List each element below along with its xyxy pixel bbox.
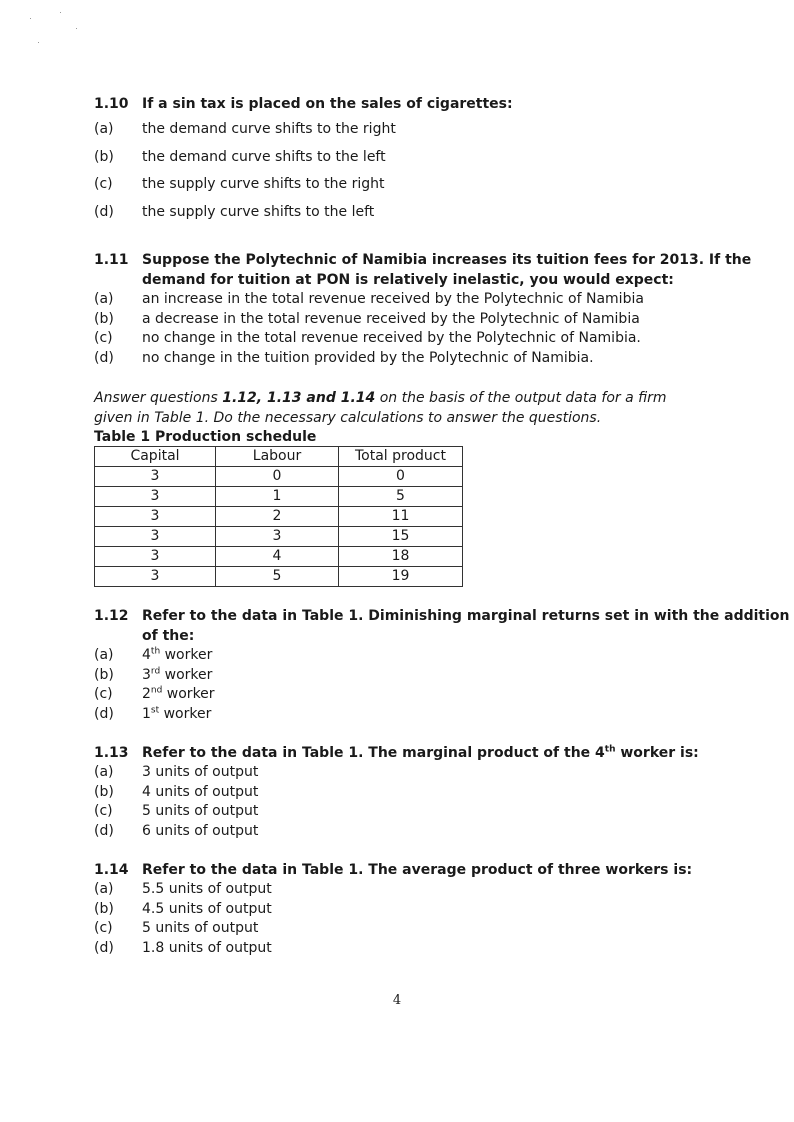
option-label: (d) xyxy=(94,822,114,839)
option-text: the supply curve shifts to the right xyxy=(142,176,385,192)
question-1-10 xyxy=(94,92,704,226)
option-label: (a) xyxy=(94,121,114,137)
option-a xyxy=(94,880,704,900)
option-label: (a) xyxy=(94,881,114,897)
option-text: 4 units of output xyxy=(142,783,259,800)
scan-speck xyxy=(38,42,39,43)
option-label: (d) xyxy=(94,939,114,956)
option-d xyxy=(94,349,704,369)
question-1-11 xyxy=(94,250,752,368)
option-label: (d) xyxy=(94,349,114,366)
option-text: 1.8 units of output xyxy=(142,939,272,956)
option-c xyxy=(94,919,704,939)
option-a xyxy=(94,290,704,310)
table-cell: 11 xyxy=(339,507,463,527)
option-text: the demand curve shifts to the left xyxy=(142,148,386,165)
option-label: (c) xyxy=(94,686,113,702)
option-c xyxy=(94,802,704,822)
question-number: 1.14 xyxy=(94,862,129,878)
question-stem-line: of the: xyxy=(142,628,195,644)
option-label: (a) xyxy=(94,647,114,663)
table-cell: 4 xyxy=(216,547,339,567)
option-b xyxy=(94,666,704,686)
question-1-12 xyxy=(94,606,790,724)
table-cell: 3 xyxy=(95,567,216,587)
option-text: no change in the tuition provided by the Polytechnic of Namibia. xyxy=(142,349,594,366)
table-cell: 3 xyxy=(95,507,216,527)
option-b xyxy=(94,900,704,920)
option-label: (d) xyxy=(94,705,114,722)
option-b xyxy=(94,310,704,330)
option-c xyxy=(94,329,704,349)
scan-speck xyxy=(60,12,61,13)
option-label: (b) xyxy=(94,310,114,327)
option-label: (a) xyxy=(94,291,114,307)
table-cell: 3 xyxy=(95,527,216,547)
option-text: no change in the total revenue received by the Polytechnic of Namibia. xyxy=(142,330,641,346)
table-cell: 0 xyxy=(216,467,339,487)
question-1-13 xyxy=(94,743,704,841)
option-label: (b) xyxy=(94,666,114,683)
option-d xyxy=(94,822,704,842)
option-label: (b) xyxy=(94,900,114,917)
option-text: 5 units of output xyxy=(142,803,259,819)
table-header-row xyxy=(95,447,463,467)
table-cell: 15 xyxy=(339,527,463,547)
page-number: 4 xyxy=(392,993,402,1008)
table-row xyxy=(95,507,463,527)
option-text: 5 units of output xyxy=(142,920,259,936)
instructions-bold: 1.12, 1.13 and 1.14 xyxy=(222,390,376,406)
table-cell: 18 xyxy=(339,547,463,567)
option-text: an increase in the total revenue received by the Polytechnic of Namibia xyxy=(142,291,644,307)
option-text: a decrease in the total revenue received by the Polytechnic of Namibia xyxy=(142,310,640,327)
option-d xyxy=(94,705,704,725)
option-label: (d) xyxy=(94,203,114,220)
production-table xyxy=(94,446,463,587)
table-row xyxy=(95,467,463,487)
question-stem: If a sin tax is placed on the sales of cigarettes: xyxy=(142,96,513,112)
scan-speck xyxy=(30,18,31,19)
instructions-text: on the basis of the output data for a firm given in Table 1. Do the necessary calculations to answer the questions. xyxy=(94,390,667,426)
option-b xyxy=(94,144,704,172)
option-label: (c) xyxy=(94,176,113,192)
option-a xyxy=(94,763,704,783)
table-cell: 19 xyxy=(339,567,463,587)
table-cell: 3 xyxy=(95,487,216,507)
table-cell: 0 xyxy=(339,467,463,487)
table-cell: 5 xyxy=(216,567,339,587)
option-text: 4.5 units of output xyxy=(142,900,272,917)
table-cell: 5 xyxy=(339,487,463,507)
option-label: (b) xyxy=(94,783,114,800)
option-label: (c) xyxy=(94,920,113,936)
question-stem-line: Suppose the Polytechnic of Namibia increases its tuition fees for 2013. If the xyxy=(142,252,752,268)
table-instructions xyxy=(94,388,704,428)
table-row xyxy=(95,567,463,587)
option-text: 1st worker xyxy=(142,704,212,722)
table-cell: 3 xyxy=(216,527,339,547)
option-text: 6 units of output xyxy=(142,822,259,839)
question-number: 1.12 xyxy=(94,608,129,624)
question-number: 1.10 xyxy=(94,96,129,112)
option-text: 3rd worker xyxy=(142,665,213,683)
option-label: (b) xyxy=(94,148,114,165)
question-number: 1.13 xyxy=(94,745,129,761)
table-caption: Table 1 Production schedule xyxy=(94,429,317,445)
column-header: Total product xyxy=(339,447,463,467)
scan-speck xyxy=(76,28,77,29)
table-row xyxy=(95,547,463,567)
table-cell: 3 xyxy=(95,467,216,487)
option-text: 5.5 units of output xyxy=(142,881,272,897)
table-cell: 3 xyxy=(95,547,216,567)
question-stem: Refer to the data in Table 1. The marginal product of the 4th worker is: xyxy=(142,744,699,761)
option-a xyxy=(94,646,704,666)
option-d xyxy=(94,939,704,959)
column-header: Labour xyxy=(216,447,339,467)
option-label: (a) xyxy=(94,764,114,780)
table-cell: 1 xyxy=(216,487,339,507)
question-stem: Refer to the data in Table 1. The average product of three workers is: xyxy=(142,862,693,878)
option-text: 4th worker xyxy=(142,646,213,663)
option-text: 2nd worker xyxy=(142,685,215,702)
option-text: 3 units of output xyxy=(142,764,259,780)
option-text: the demand curve shifts to the right xyxy=(142,121,396,137)
table-row xyxy=(95,527,463,547)
question-stem-line: Refer to the data in Table 1. Diminishing marginal returns set in with the addition xyxy=(142,608,790,624)
option-label: (c) xyxy=(94,330,113,346)
instructions-text: Answer questions xyxy=(94,390,223,406)
option-c xyxy=(94,171,704,199)
column-header: Capital xyxy=(95,447,216,467)
question-stem-line: demand for tuition at PON is relatively inelastic, you would expect: xyxy=(142,272,674,288)
option-a xyxy=(94,116,704,144)
table-cell: 2 xyxy=(216,507,339,527)
option-b xyxy=(94,783,704,803)
option-text: the supply curve shifts to the left xyxy=(142,203,375,220)
question-1-14 xyxy=(94,860,704,958)
option-c xyxy=(94,685,704,705)
table-row xyxy=(95,487,463,507)
option-d xyxy=(94,199,704,227)
question-number: 1.11 xyxy=(94,252,129,268)
option-label: (c) xyxy=(94,803,113,819)
